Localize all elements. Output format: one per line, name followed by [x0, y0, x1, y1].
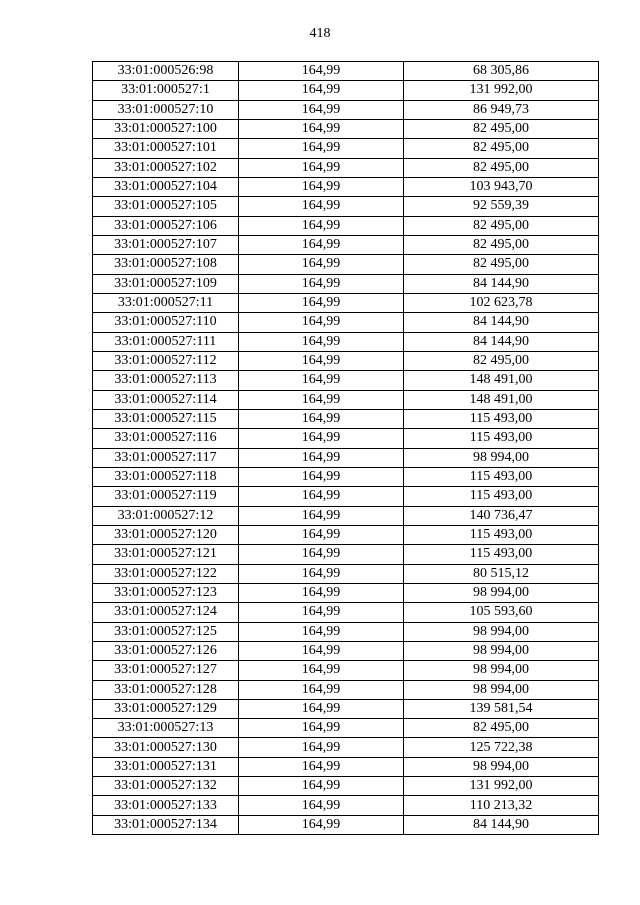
table-row — [93, 293, 599, 312]
value-cell: 86 949,73 — [404, 100, 599, 119]
cadastral-number-cell: 33:01:000527:133 — [93, 796, 239, 815]
rate-cell: 164,99 — [239, 371, 404, 390]
cadastral-number-cell: 33:01:000527:108 — [93, 255, 239, 274]
table-row — [93, 390, 599, 409]
rate-cell: 164,99 — [239, 545, 404, 564]
cadastral-number-cell: 33:01:000527:126 — [93, 641, 239, 660]
value-cell: 139 581,54 — [404, 699, 599, 718]
table-row — [93, 409, 599, 428]
value-cell: 105 593,60 — [404, 603, 599, 622]
value-cell: 115 493,00 — [404, 429, 599, 448]
value-cell: 131 992,00 — [404, 777, 599, 796]
cadastral-number-cell: 33:01:000527:101 — [93, 139, 239, 158]
table-row — [93, 699, 599, 718]
rate-cell: 164,99 — [239, 429, 404, 448]
rate-cell: 164,99 — [239, 274, 404, 293]
rate-cell: 164,99 — [239, 467, 404, 486]
rate-cell: 164,99 — [239, 255, 404, 274]
rate-cell: 164,99 — [239, 777, 404, 796]
value-cell: 98 994,00 — [404, 583, 599, 602]
table-row — [93, 525, 599, 544]
cadastral-number-cell: 33:01:000527:106 — [93, 216, 239, 235]
value-cell: 131 992,00 — [404, 81, 599, 100]
cadastral-number-cell: 33:01:000527:122 — [93, 564, 239, 583]
table-row — [93, 62, 599, 81]
value-cell: 98 994,00 — [404, 448, 599, 467]
cadastral-number-cell: 33:01:000527:110 — [93, 313, 239, 332]
table-row — [93, 603, 599, 622]
table-row — [93, 119, 599, 138]
value-cell: 84 144,90 — [404, 313, 599, 332]
rate-cell: 164,99 — [239, 100, 404, 119]
cadastral-number-cell: 33:01:000527:129 — [93, 699, 239, 718]
table-row — [93, 235, 599, 254]
cadastral-number-cell: 33:01:000527:117 — [93, 448, 239, 467]
value-cell: 84 144,90 — [404, 274, 599, 293]
cadastral-number-cell: 33:01:000527:125 — [93, 622, 239, 641]
value-cell: 80 515,12 — [404, 564, 599, 583]
value-cell: 115 493,00 — [404, 467, 599, 486]
table-row — [93, 100, 599, 119]
rate-cell: 164,99 — [239, 216, 404, 235]
rate-cell: 164,99 — [239, 177, 404, 196]
rate-cell: 164,99 — [239, 62, 404, 81]
value-cell: 115 493,00 — [404, 545, 599, 564]
cadastral-number-cell: 33:01:000527:120 — [93, 525, 239, 544]
table-row — [93, 506, 599, 525]
value-cell: 148 491,00 — [404, 371, 599, 390]
value-cell: 115 493,00 — [404, 487, 599, 506]
cadastral-number-cell: 33:01:000527:124 — [93, 603, 239, 622]
cadastral-number-cell: 33:01:000526:98 — [93, 62, 239, 81]
rate-cell: 164,99 — [239, 699, 404, 718]
value-cell: 148 491,00 — [404, 390, 599, 409]
cadastral-number-cell: 33:01:000527:105 — [93, 197, 239, 216]
value-cell: 140 736,47 — [404, 506, 599, 525]
table-row — [93, 815, 599, 834]
value-cell: 82 495,00 — [404, 158, 599, 177]
value-cell: 98 994,00 — [404, 622, 599, 641]
rate-cell: 164,99 — [239, 661, 404, 680]
cadastral-number-cell: 33:01:000527:121 — [93, 545, 239, 564]
cadastral-number-cell: 33:01:000527:131 — [93, 757, 239, 776]
value-cell: 98 994,00 — [404, 641, 599, 660]
table-row — [93, 177, 599, 196]
cadastral-number-cell: 33:01:000527:111 — [93, 332, 239, 351]
rate-cell: 164,99 — [239, 487, 404, 506]
value-cell: 82 495,00 — [404, 719, 599, 738]
rate-cell: 164,99 — [239, 139, 404, 158]
table-row — [93, 545, 599, 564]
cadastral-number-cell: 33:01:000527:114 — [93, 390, 239, 409]
cadastral-number-cell: 33:01:000527:10 — [93, 100, 239, 119]
table-row — [93, 139, 599, 158]
table-row — [93, 448, 599, 467]
rate-cell: 164,99 — [239, 448, 404, 467]
table-row — [93, 757, 599, 776]
cadastral-number-cell: 33:01:000527:134 — [93, 815, 239, 834]
cadastral-number-cell: 33:01:000527:119 — [93, 487, 239, 506]
value-cell: 82 495,00 — [404, 351, 599, 370]
cadastral-number-cell: 33:01:000527:11 — [93, 293, 239, 312]
cadastral-number-cell: 33:01:000527:104 — [93, 177, 239, 196]
cadastral-number-cell: 33:01:000527:128 — [93, 680, 239, 699]
value-cell: 68 305,86 — [404, 62, 599, 81]
table-row — [93, 81, 599, 100]
rate-cell: 164,99 — [239, 235, 404, 254]
rate-cell: 164,99 — [239, 680, 404, 699]
value-cell: 92 559,39 — [404, 197, 599, 216]
rate-cell: 164,99 — [239, 119, 404, 138]
value-cell: 115 493,00 — [404, 409, 599, 428]
table-row — [93, 661, 599, 680]
rate-cell: 164,99 — [239, 313, 404, 332]
cadastral-number-cell: 33:01:000527:115 — [93, 409, 239, 428]
value-cell: 82 495,00 — [404, 255, 599, 274]
value-cell: 84 144,90 — [404, 332, 599, 351]
rate-cell: 164,99 — [239, 506, 404, 525]
cadastral-number-cell: 33:01:000527:132 — [93, 777, 239, 796]
value-cell: 102 623,78 — [404, 293, 599, 312]
rate-cell: 164,99 — [239, 158, 404, 177]
rate-cell: 164,99 — [239, 293, 404, 312]
value-cell: 84 144,90 — [404, 815, 599, 834]
table-row — [93, 583, 599, 602]
cadastral-number-cell: 33:01:000527:12 — [93, 506, 239, 525]
value-cell: 125 722,38 — [404, 738, 599, 757]
value-cell: 98 994,00 — [404, 680, 599, 699]
cadastral-number-cell: 33:01:000527:102 — [93, 158, 239, 177]
cadastral-number-cell: 33:01:000527:130 — [93, 738, 239, 757]
table-row — [93, 641, 599, 660]
cadastral-number-cell: 33:01:000527:118 — [93, 467, 239, 486]
table-row — [93, 313, 599, 332]
cadastral-number-cell: 33:01:000527:107 — [93, 235, 239, 254]
rate-cell: 164,99 — [239, 197, 404, 216]
table-row — [93, 429, 599, 448]
rate-cell: 164,99 — [239, 796, 404, 815]
table-row — [93, 719, 599, 738]
table-row — [93, 351, 599, 370]
rate-cell: 164,99 — [239, 332, 404, 351]
value-cell: 98 994,00 — [404, 757, 599, 776]
rate-cell: 164,99 — [239, 409, 404, 428]
rate-cell: 164,99 — [239, 81, 404, 100]
rate-cell: 164,99 — [239, 719, 404, 738]
table-row — [93, 197, 599, 216]
table-body — [93, 62, 599, 835]
table-row — [93, 680, 599, 699]
cadastral-number-cell: 33:01:000527:100 — [93, 119, 239, 138]
cadastral-number-cell: 33:01:000527:116 — [93, 429, 239, 448]
cadastral-number-cell: 33:01:000527:109 — [93, 274, 239, 293]
rate-cell: 164,99 — [239, 583, 404, 602]
rate-cell: 164,99 — [239, 757, 404, 776]
rate-cell: 164,99 — [239, 564, 404, 583]
value-cell: 115 493,00 — [404, 525, 599, 544]
value-cell: 110 213,32 — [404, 796, 599, 815]
table-row — [93, 622, 599, 641]
table-row — [93, 777, 599, 796]
table-row — [93, 332, 599, 351]
page-number: 418 — [309, 26, 331, 41]
cadastral-number-cell: 33:01:000527:127 — [93, 661, 239, 680]
value-cell: 103 943,70 — [404, 177, 599, 196]
cadastral-number-cell: 33:01:000527:113 — [93, 371, 239, 390]
value-cell: 82 495,00 — [404, 235, 599, 254]
cadastral-number-cell: 33:01:000527:112 — [93, 351, 239, 370]
rate-cell: 164,99 — [239, 738, 404, 757]
cadastral-number-cell: 33:01:000527:1 — [93, 81, 239, 100]
rate-cell: 164,99 — [239, 351, 404, 370]
table-row — [93, 796, 599, 815]
value-cell: 98 994,00 — [404, 661, 599, 680]
value-cell: 82 495,00 — [404, 216, 599, 235]
table-row — [93, 738, 599, 757]
table-row — [93, 371, 599, 390]
rate-cell: 164,99 — [239, 641, 404, 660]
rate-cell: 164,99 — [239, 525, 404, 544]
data-table — [92, 61, 599, 835]
table-row — [93, 564, 599, 583]
table-row — [93, 487, 599, 506]
cadastral-number-cell: 33:01:000527:123 — [93, 583, 239, 602]
value-cell: 82 495,00 — [404, 139, 599, 158]
rate-cell: 164,99 — [239, 390, 404, 409]
table-row — [93, 216, 599, 235]
value-cell: 82 495,00 — [404, 119, 599, 138]
cadastral-number-cell: 33:01:000527:13 — [93, 719, 239, 738]
table-row — [93, 158, 599, 177]
table-row — [93, 467, 599, 486]
table-row — [93, 255, 599, 274]
rate-cell: 164,99 — [239, 815, 404, 834]
rate-cell: 164,99 — [239, 603, 404, 622]
table-row — [93, 274, 599, 293]
rate-cell: 164,99 — [239, 622, 404, 641]
